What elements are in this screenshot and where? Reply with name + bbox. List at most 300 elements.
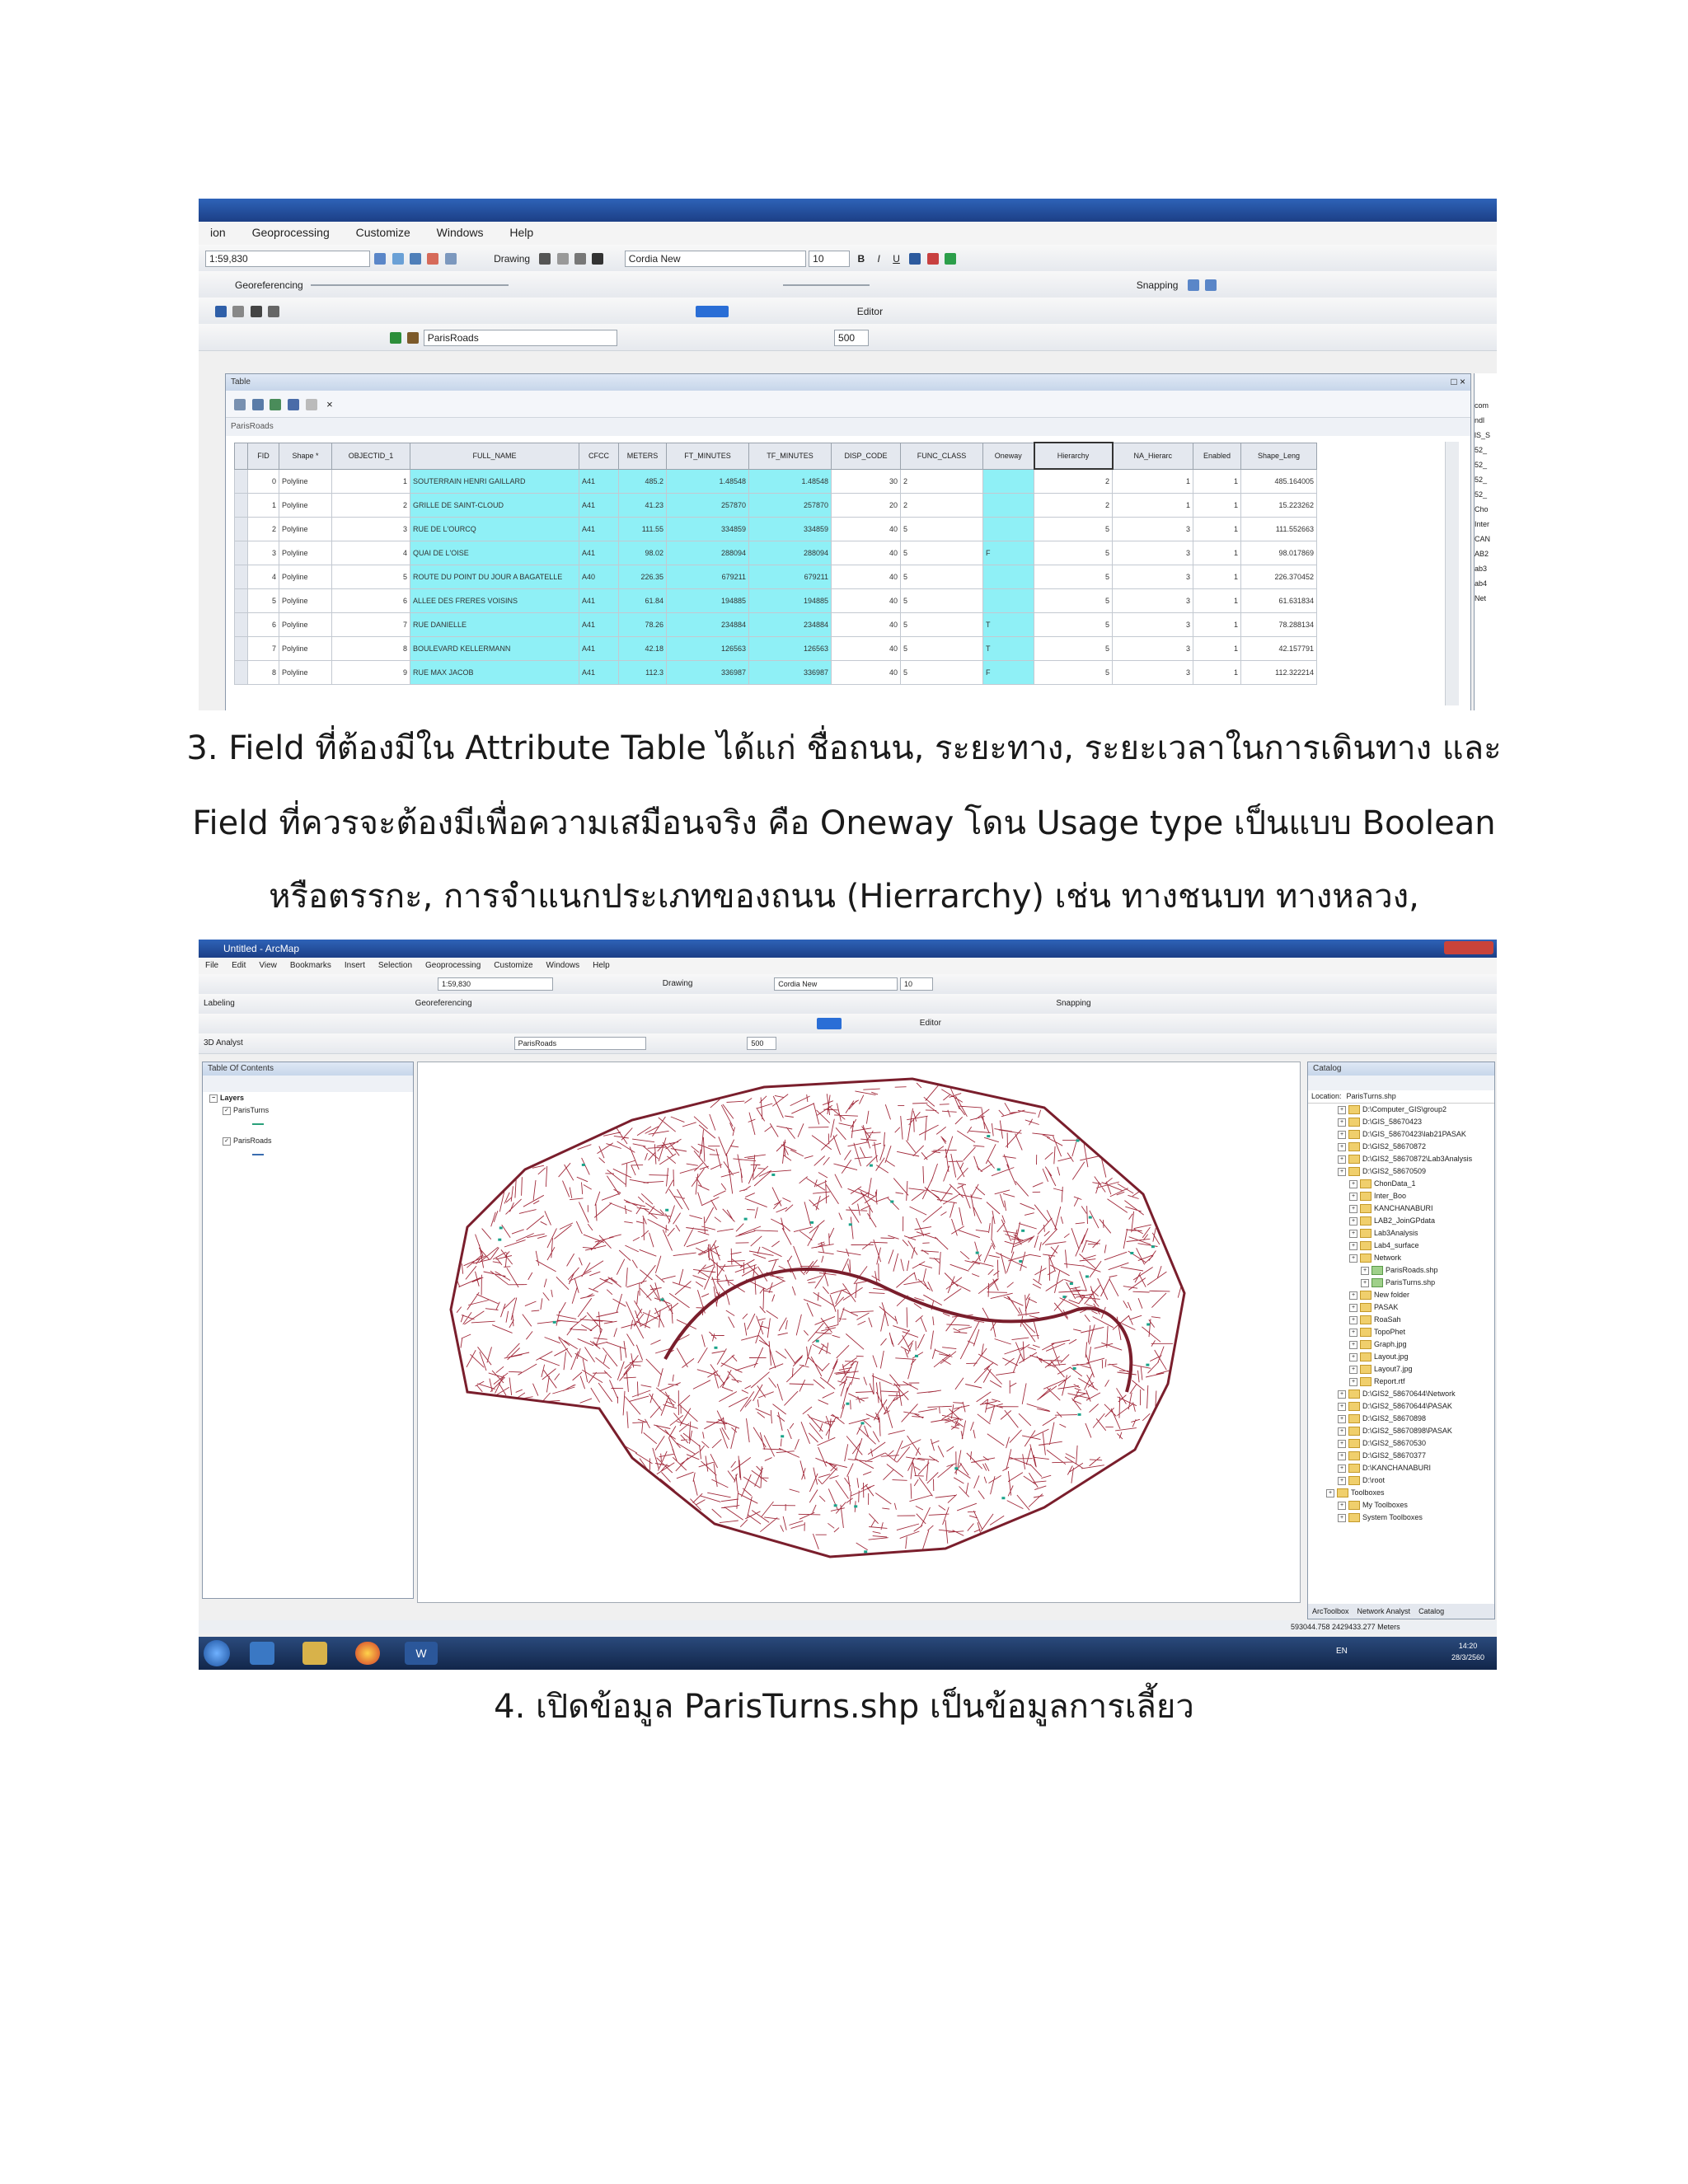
table-cell[interactable]: 5 [901,518,983,541]
row-selector[interactable] [235,661,248,685]
table-cell[interactable]: 5 [1034,589,1113,613]
expand-icon[interactable]: + [1338,1440,1346,1448]
table-cell[interactable]: Polyline [279,565,332,589]
rotate-icon[interactable] [557,253,569,265]
column-header[interactable]: Oneway [983,443,1034,469]
table-cell[interactable]: 1 [1193,589,1241,613]
table-cell[interactable]: 336987 [667,661,749,685]
table-cell[interactable]: 5 [1034,637,1113,661]
table-cell[interactable]: Polyline [279,469,332,494]
column-header[interactable]: METERS [619,443,667,469]
layer-icon[interactable] [407,332,419,344]
font-name-combo[interactable]: Cordia New [625,251,806,267]
catalog-item[interactable] [1308,1351,1494,1363]
table-cell[interactable]: 8 [248,661,279,685]
related-tables-icon[interactable] [252,399,264,410]
table-cell[interactable]: 40 [832,541,901,565]
table-cell[interactable]: Polyline [279,661,332,685]
table-cell[interactable]: 112.322214 [1241,661,1317,685]
table-icon[interactable] [392,253,404,265]
table-cell[interactable]: T [983,637,1034,661]
column-header[interactable]: Enabled [1193,443,1241,469]
table-cell[interactable]: 40 [832,518,901,541]
table-cell[interactable]: 1 [1193,494,1241,518]
table-cell[interactable]: A41 [579,637,619,661]
catalog-item[interactable] [1308,1413,1494,1425]
column-header[interactable]: FT_MINUTES [667,443,749,469]
expand-icon[interactable]: + [1349,1217,1357,1226]
table-cell[interactable]: 78.288134 [1241,613,1317,637]
table-cell[interactable]: 3 [1113,613,1193,637]
3d-analyst-menu[interactable]: 3D Analyst [204,1038,243,1047]
table-cell[interactable]: 1.48548 [749,469,832,494]
table-cell[interactable]: 8 [332,637,410,661]
catalog-item[interactable] [1308,1437,1494,1450]
row-selector[interactable] [235,494,248,518]
table-cell[interactable]: 111.552663 [1241,518,1317,541]
table-cell[interactable]: 1 [1113,469,1193,494]
catalog-item[interactable] [1308,1153,1494,1165]
table-cell[interactable]: F [983,541,1034,565]
font-color-icon[interactable] [909,253,921,265]
table-cell[interactable]: A41 [579,518,619,541]
table-cell[interactable]: 5 [1034,565,1113,589]
table-cell[interactable]: 1 [1193,613,1241,637]
table-options-icon[interactable] [234,399,246,410]
rectangle-icon[interactable] [574,253,586,265]
measure-icon[interactable] [232,306,244,317]
table-cell[interactable]: 61.84 [619,589,667,613]
table-cell[interactable] [983,469,1034,494]
color-swatch[interactable] [696,306,729,317]
row-selector[interactable] [235,469,248,494]
catalog-item[interactable] [1308,1289,1494,1301]
table-cell[interactable]: 1 [248,494,279,518]
expand-icon[interactable]: + [1349,1316,1357,1324]
table-cell[interactable]: 98.017869 [1241,541,1317,565]
catalog-item[interactable] [1308,1338,1494,1351]
table-cell[interactable]: QUAI DE L'OISE [410,541,579,565]
expand-icon[interactable]: + [1338,1452,1346,1460]
georeferencing-menu[interactable]: Georeferencing [235,279,303,291]
catalog-item[interactable] [1308,1301,1494,1314]
table-row[interactable] [235,541,1317,565]
table-cell[interactable]: 5 [901,565,983,589]
table-cell[interactable]: 3 [1113,565,1193,589]
table-cell[interactable]: 9 [332,661,410,685]
table-cell[interactable]: 485.2 [619,469,667,494]
start-button[interactable] [204,1640,230,1666]
expand-icon[interactable]: + [1338,1502,1346,1510]
expand-icon[interactable]: + [1349,1353,1357,1361]
table-row[interactable] [235,589,1317,613]
table-cell[interactable]: 1 [1193,518,1241,541]
catalog-item[interactable] [1308,1252,1494,1264]
table-cell[interactable]: 7 [332,613,410,637]
table-cell[interactable]: 6 [248,613,279,637]
expand-icon[interactable]: + [1349,1180,1357,1188]
table-cell[interactable]: 5 [1034,541,1113,565]
bold-button[interactable]: B [857,252,865,265]
row-selector[interactable] [235,637,248,661]
table-row[interactable] [235,661,1317,685]
taskbar-app-icon[interactable] [250,1642,274,1665]
font-size-combo[interactable]: 10 [900,977,933,991]
expand-icon[interactable]: + [1338,1427,1346,1436]
table-cell[interactable]: 1 [1193,541,1241,565]
table-cell[interactable]: RUE DANIELLE [410,613,579,637]
column-header[interactable]: TF_MINUTES [749,443,832,469]
table-cell[interactable]: 2 [248,518,279,541]
table-cell[interactable]: SOUTERRAIN HENRI GAILLARD [410,469,579,494]
dock-tab[interactable]: Catalog [1418,1607,1445,1615]
menu-item[interactable]: Windows [546,961,580,970]
table-cell[interactable]: Polyline [279,494,332,518]
expand-icon[interactable]: + [1349,1193,1357,1201]
expand-icon[interactable]: + [1349,1230,1357,1238]
table-cell[interactable]: 40 [832,637,901,661]
snapping-menu[interactable]: Snapping [1136,279,1179,291]
table-cell[interactable]: 4 [248,565,279,589]
column-header[interactable]: FULL_NAME [410,443,579,469]
table-cell[interactable]: 2 [901,469,983,494]
catalog-item[interactable] [1308,1190,1494,1202]
find-icon[interactable] [251,306,262,317]
table-cell[interactable]: 5 [1034,518,1113,541]
table-cell[interactable]: 15.223262 [1241,494,1317,518]
menu-item[interactable]: Customize [355,226,410,239]
table-cell[interactable]: Polyline [279,637,332,661]
editor-menu[interactable]: Editor [856,305,884,317]
table-cell[interactable]: 5 [901,637,983,661]
table-cell[interactable]: 1 [1193,469,1241,494]
expand-icon[interactable]: + [1349,1329,1357,1337]
expand-icon[interactable]: + [1349,1341,1357,1349]
table-cell[interactable]: 3 [1113,518,1193,541]
catalog-item[interactable] [1308,1202,1494,1215]
column-header[interactable]: CFCC [579,443,619,469]
expand-icon[interactable]: + [1338,1390,1346,1399]
table-cell[interactable]: Polyline [279,518,332,541]
word-icon[interactable]: W [405,1642,438,1665]
table-cell[interactable]: A41 [579,589,619,613]
window-icon[interactable] [445,253,457,265]
table-cell[interactable]: 3 [332,518,410,541]
switch-selection-icon[interactable] [288,399,299,410]
table-cell[interactable]: 3 [1113,637,1193,661]
catalog-item[interactable] [1308,1314,1494,1326]
table-cell[interactable]: 5 [332,565,410,589]
table-cell[interactable]: ROUTE DU POINT DU JOUR A BAGATELLE [410,565,579,589]
table-cell[interactable]: 40 [832,589,901,613]
dock-tab[interactable]: ArcToolbox [1312,1607,1349,1615]
table-cell[interactable]: 7 [248,637,279,661]
delete-icon[interactable]: × [326,397,333,410]
color-swatch[interactable] [817,1018,842,1029]
table-cell[interactable]: 334859 [749,518,832,541]
checkbox-icon[interactable]: ✓ [223,1137,231,1146]
expand-icon[interactable]: + [1349,1304,1357,1312]
menu-item[interactable]: Bookmarks [289,961,331,970]
table-cell[interactable]: 112.3 [619,661,667,685]
chrome-icon[interactable] [355,1642,380,1665]
table-cell[interactable]: A41 [579,469,619,494]
identify-icon[interactable] [215,306,227,317]
layer-combo[interactable]: ParisRoads [514,1037,646,1050]
catalog-item[interactable] [1308,1116,1494,1128]
fill-color-icon[interactable] [927,253,939,265]
table-cell[interactable]: 3 [248,541,279,565]
table-cell[interactable]: 2 [1034,469,1113,494]
table-cell[interactable]: 126563 [667,637,749,661]
table-cell[interactable]: 257870 [667,494,749,518]
table-cell[interactable]: 288094 [667,541,749,565]
column-header[interactable]: Shape_Leng [1241,443,1317,469]
scale-combo[interactable]: 1:59,830 [205,251,370,267]
catalog-location[interactable] [1308,1090,1494,1104]
snap-end-icon[interactable] [1205,279,1217,291]
table-cell[interactable]: 1 [1193,565,1241,589]
dock-tab[interactable]: Network Analyst [1357,1607,1411,1615]
menu-item[interactable]: Geoprocessing [425,961,481,970]
table-cell[interactable]: 234884 [749,613,832,637]
catalog-item[interactable] [1308,1264,1494,1277]
table-cell[interactable]: 334859 [667,518,749,541]
scale-combo[interactable]: 1:59,830 [438,977,553,991]
table-cell[interactable]: GRILLE DE SAINT-CLOUD [410,494,579,518]
clock[interactable]: 14:20 28/3/2560 [1451,1642,1485,1661]
catalog-item[interactable] [1308,1487,1494,1499]
table-cell[interactable]: 5 [901,613,983,637]
table-cell[interactable]: 2 [332,494,410,518]
expand-icon[interactable]: + [1338,1106,1346,1114]
table-cell[interactable]: 3 [1113,541,1193,565]
column-header[interactable]: Shape * [279,443,332,469]
table-cell[interactable]: 111.55 [619,518,667,541]
table-cell[interactable]: F [983,661,1034,685]
table-cell[interactable]: 126563 [749,637,832,661]
table-cell[interactable]: 4 [332,541,410,565]
expand-icon[interactable]: + [1338,1168,1346,1176]
globe-icon[interactable] [390,332,401,344]
italic-button[interactable]: I [877,252,880,265]
catalog-item[interactable] [1308,1215,1494,1227]
table-cell[interactable]: 226.370452 [1241,565,1317,589]
snapping-menu[interactable]: Snapping [1056,999,1091,1008]
table-scrollbar[interactable] [1445,442,1459,705]
table-cell[interactable]: 5 [1034,661,1113,685]
catalog-item[interactable] [1308,1474,1494,1487]
window-controls[interactable] [1444,941,1493,954]
expand-icon[interactable]: + [1338,1403,1346,1411]
folder-icon[interactable] [302,1642,327,1665]
table-cell[interactable]: 42.157791 [1241,637,1317,661]
table-cell[interactable]: 1 [1193,661,1241,685]
table-cell[interactable]: 6 [332,589,410,613]
column-header[interactable]: NA_Hierarc [1113,443,1193,469]
expand-icon[interactable]: + [1349,1291,1357,1300]
column-header[interactable]: FUNC_CLASS [901,443,983,469]
table-cell[interactable]: 1 [1193,637,1241,661]
menu-item[interactable]: Selection [377,961,413,970]
table-cell[interactable]: 20 [832,494,901,518]
catalog-item[interactable] [1308,1326,1494,1338]
table-cell[interactable]: Polyline [279,589,332,613]
row-selector[interactable] [235,613,248,637]
table-cell[interactable]: 40 [832,565,901,589]
menu-item[interactable]: Insert [344,961,365,970]
table-cell[interactable]: 194885 [749,589,832,613]
table-cell[interactable]: 336987 [749,661,832,685]
menu-item[interactable]: Help [593,961,610,970]
table-cell[interactable]: A41 [579,661,619,685]
menu-item[interactable]: Customize [494,961,533,970]
menu-item[interactable]: Edit [232,961,246,970]
table-row[interactable] [235,469,1317,494]
table-cell[interactable]: 2 [901,494,983,518]
catalog-item[interactable] [1308,1165,1494,1178]
table-row[interactable] [235,613,1317,637]
catalog-item[interactable] [1308,1425,1494,1437]
row-selector[interactable] [235,565,248,589]
table-cell[interactable]: 257870 [749,494,832,518]
table-cell[interactable]: 42.18 [619,637,667,661]
snap-point-icon[interactable] [1188,279,1199,291]
table-cell[interactable]: 5 [901,661,983,685]
table-cell[interactable] [983,494,1034,518]
table-cell[interactable]: 3 [1113,589,1193,613]
column-header[interactable]: OBJECTID_1 [332,443,410,469]
expand-icon[interactable]: + [1349,1254,1357,1263]
expand-icon[interactable]: + [1338,1118,1346,1127]
map-canvas[interactable] [417,1062,1301,1603]
table-cell[interactable]: 1 [332,469,410,494]
table-cell[interactable]: A40 [579,565,619,589]
catalog-item[interactable] [1308,1104,1494,1116]
table-row[interactable] [235,637,1317,661]
table-cell[interactable]: 30 [832,469,901,494]
expand-icon[interactable]: + [1349,1366,1357,1374]
text-icon[interactable] [592,253,603,265]
catalog-item[interactable] [1308,1240,1494,1252]
layer-combo[interactable]: ParisRoads [424,330,617,346]
catalog-item[interactable] [1308,1277,1494,1289]
pointer-icon[interactable] [539,253,551,265]
menu-item[interactable]: Geoprocessing [251,226,330,239]
expand-icon[interactable]: + [1338,1131,1346,1139]
catalog-item[interactable] [1308,1363,1494,1376]
table-cell[interactable]: A41 [579,541,619,565]
table-cell[interactable]: 679211 [749,565,832,589]
column-header[interactable]: DISP_CODE [832,443,901,469]
table-row[interactable] [235,494,1317,518]
line-color-icon[interactable] [945,253,956,265]
expand-icon[interactable]: + [1326,1489,1334,1497]
expand-icon[interactable]: + [1338,1155,1346,1164]
table-cell[interactable]: RUE DE L'OURCQ [410,518,579,541]
table-cell[interactable]: Polyline [279,613,332,637]
underline-button[interactable]: U [893,252,900,265]
rotate-angle-input[interactable] [783,284,870,286]
catalog-item[interactable] [1308,1511,1494,1524]
table-cell[interactable]: 40 [832,613,901,637]
select-icon[interactable] [268,306,279,317]
map-icon[interactable] [374,253,386,265]
catalog-item[interactable] [1308,1141,1494,1153]
row-selector[interactable] [235,541,248,565]
catalog-item[interactable] [1308,1128,1494,1141]
table-cell[interactable]: 0 [248,469,279,494]
table-cell[interactable]: T [983,613,1034,637]
table-cell[interactable]: 679211 [667,565,749,589]
expand-icon[interactable]: + [1361,1267,1369,1275]
row-selector[interactable] [235,518,248,541]
font-name-combo[interactable]: Cordia New [774,977,898,991]
table-cell[interactable]: 41.23 [619,494,667,518]
table-cell[interactable]: 194885 [667,589,749,613]
drawing-menu[interactable]: Drawing [662,979,693,988]
catalog-item[interactable] [1308,1400,1494,1413]
table-cell[interactable] [983,565,1034,589]
table-cell[interactable]: 5 [901,589,983,613]
georef-layer-combo[interactable] [311,284,509,286]
menu-item[interactable]: ion [210,226,226,239]
expand-icon[interactable]: + [1349,1242,1357,1250]
expand-icon[interactable]: + [1338,1465,1346,1473]
row-selector[interactable] [235,589,248,613]
table-tab[interactable]: ParisRoads [226,418,1470,436]
table-cell[interactable]: BOULEVARD KELLERMANN [410,637,579,661]
table-cell[interactable]: Polyline [279,541,332,565]
table-cell[interactable]: 485.164005 [1241,469,1317,494]
editor-menu[interactable]: Editor [919,1019,941,1028]
language-indicator[interactable]: EN [1336,1647,1348,1656]
catalog-item[interactable] [1308,1450,1494,1462]
table-row[interactable] [235,565,1317,589]
toc-root[interactable]: − Layers [203,1092,413,1104]
table-cell[interactable]: 40 [832,661,901,685]
table-cell[interactable] [983,589,1034,613]
table-row[interactable] [235,518,1317,541]
labeling-menu[interactable]: Labeling [204,999,235,1008]
drawing-menu[interactable]: Drawing [494,252,531,265]
value-500-input[interactable]: 500 [747,1037,776,1050]
expand-icon[interactable]: + [1349,1205,1357,1213]
checkbox-icon[interactable]: ✓ [223,1107,231,1115]
table-cell[interactable]: 226.35 [619,565,667,589]
expand-icon[interactable]: + [1349,1378,1357,1386]
expand-icon[interactable]: + [1338,1143,1346,1151]
toc-layer[interactable]: ✓ ParisRoads [203,1135,413,1147]
clear-selection-icon[interactable] [306,399,317,410]
expand-icon[interactable]: + [1338,1415,1346,1423]
catalog-item[interactable] [1308,1499,1494,1511]
close-icon[interactable]: □ × [1451,376,1465,387]
table-cell[interactable]: A41 [579,613,619,637]
table-cell[interactable]: 234884 [667,613,749,637]
menu-item[interactable]: File [205,961,219,970]
menu-item[interactable]: View [259,961,277,970]
catalog-item[interactable] [1308,1376,1494,1388]
table-cell[interactable] [983,518,1034,541]
table-cell[interactable]: 5 [901,541,983,565]
column-header[interactable]: Hierarchy [1034,443,1113,469]
font-size-combo[interactable]: 10 [809,251,850,267]
column-header[interactable]: FID [248,443,279,469]
table-cell[interactable]: RUE MAX JACOB [410,661,579,685]
table-cell[interactable]: 2 [1034,494,1113,518]
table-cell[interactable]: 3 [1113,661,1193,685]
